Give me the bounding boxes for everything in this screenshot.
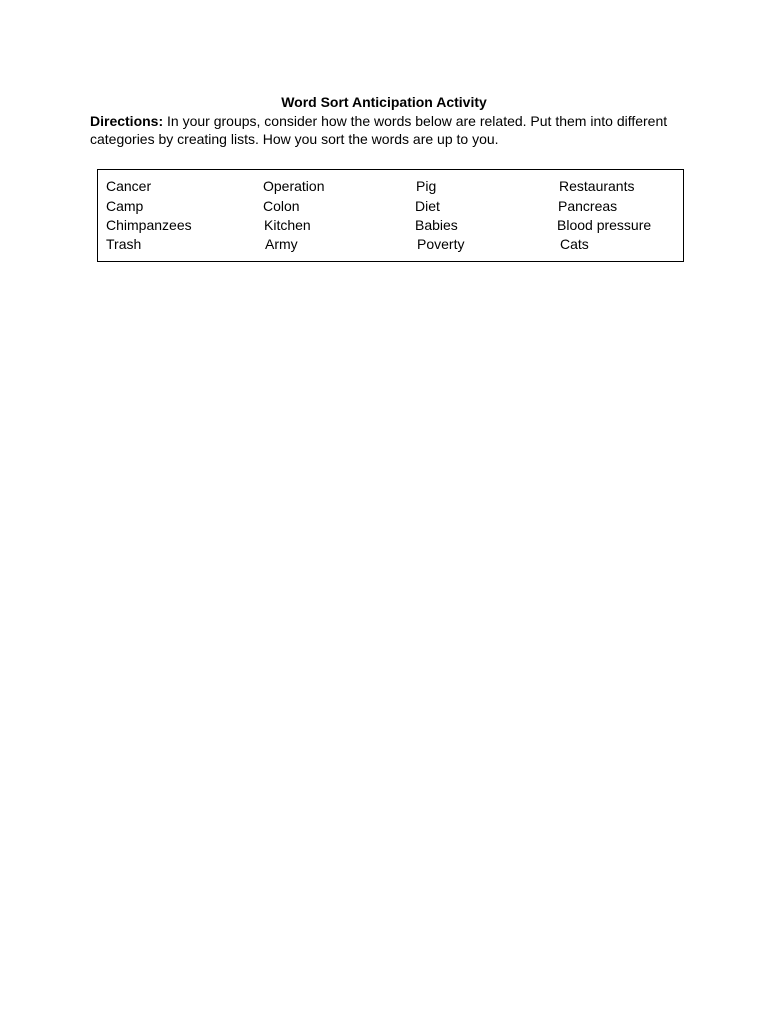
directions-text: In your groups, consider how the words below are related. Put them into different categories by creating lists. How you sort the words are up to you. [90, 113, 668, 147]
word-item: Cats [560, 236, 589, 252]
word-item: Cancer [106, 178, 152, 194]
word-item: Poverty [417, 236, 465, 252]
word-item: Camp [106, 198, 144, 214]
word-item: Chimpanzees [106, 217, 192, 233]
page-title: Word Sort Anticipation Activity [281, 94, 487, 110]
word-item: Blood pressure [557, 217, 652, 233]
word-item: Pig [416, 178, 437, 194]
word-item: Colon [263, 198, 300, 214]
directions-label: Directions: [90, 113, 164, 129]
word-item: Restaurants [559, 178, 635, 194]
word-item: Diet [415, 198, 440, 214]
word-list-box [97, 169, 684, 262]
word-item: Operation [263, 178, 325, 194]
word-item: Army [265, 236, 298, 252]
directions-paragraph [90, 112, 680, 148]
word-item: Kitchen [264, 217, 311, 233]
word-item: Pancreas [558, 198, 618, 214]
word-item: Trash [106, 236, 142, 252]
word-item: Babies [415, 217, 458, 233]
